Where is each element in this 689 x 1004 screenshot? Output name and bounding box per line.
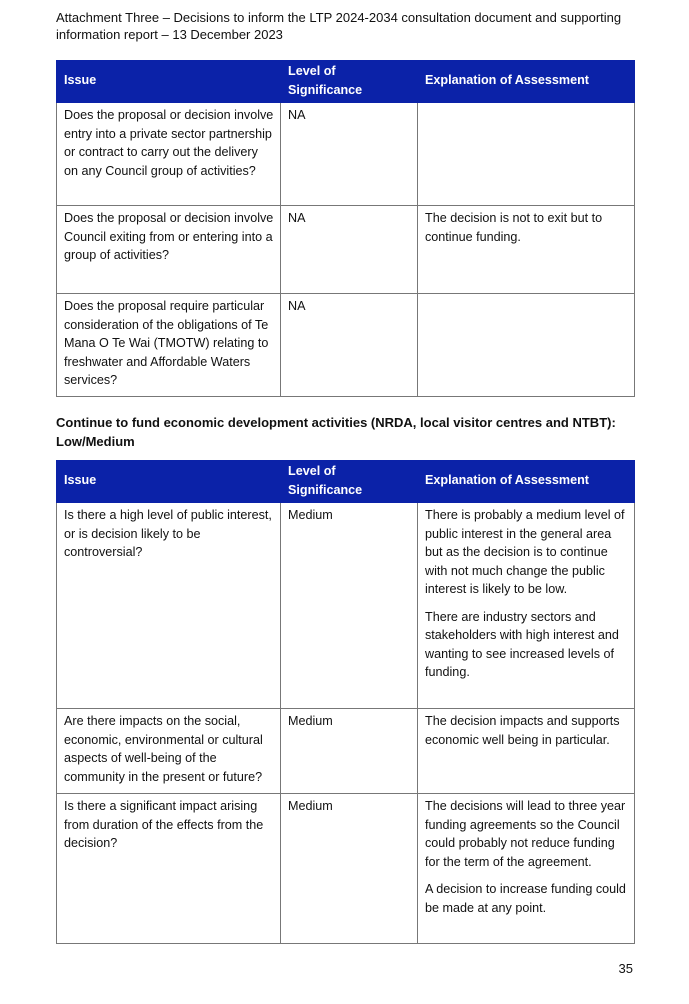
section-heading: Continue to fund economic development activities (NRDA, local visitor centres and NTBT): Low/Medium [56, 415, 616, 449]
level-cell: NA [281, 294, 418, 397]
level-cell: Medium [281, 503, 418, 709]
significance-table-2 [56, 460, 635, 944]
explanation-cell: The decision is not to exit but to continue funding. [418, 206, 635, 294]
issue-cell: Is there a significant impact arising from duration of the effects from the decision? [57, 794, 281, 944]
explanation-paragraph: A decision to increase funding could be made at any point. [425, 882, 626, 915]
column-header-explanation: Explanation of Assessment [418, 461, 635, 503]
table-row [57, 294, 635, 397]
column-header-level: Level of Significance [281, 61, 418, 103]
issue-cell: Does the proposal or decision involve Council exiting from or entering into a group of activities? [57, 206, 281, 294]
column-header-issue: Issue [57, 461, 281, 503]
table-row [57, 103, 635, 206]
level-cell: Medium [281, 794, 418, 944]
explanation-cell [418, 503, 635, 709]
document-header: Attachment Three – Decisions to inform the LTP 2024-2034 consultation document and supporting information report – 13 December 2023 [56, 10, 622, 42]
table-row [57, 794, 635, 944]
explanation-paragraph: The decisions will lead to three year funding agreements so the Council could probably not reduce funding for the term of the agreement. [425, 799, 626, 869]
column-header-level: Level of Significance [281, 461, 418, 503]
issue-cell: Is there a high level of public interest, or is decision likely to be controversial? [57, 503, 281, 709]
level-cell: Medium [281, 709, 418, 794]
explanation-paragraph: There is probably a medium level of public interest in the general area but as the decision is to continue with not much change the public interest is likely to be low. [425, 508, 625, 596]
issue-cell: Does the proposal require particular consideration of the obligations of Te Mana O Te Wai (TMOTW) relating to freshwater and Affordable Waters services? [57, 294, 281, 397]
page-number: 35 [618, 961, 633, 976]
table-header-row [57, 461, 635, 503]
explanation-paragraph: There are industry sectors and stakeholders with high interest and wanting to see increased levels of funding. [425, 609, 619, 679]
level-cell: NA [281, 103, 418, 206]
level-cell: NA [281, 206, 418, 294]
table-row [57, 206, 635, 294]
explanation-cell [418, 103, 635, 206]
explanation-cell [418, 709, 635, 794]
table-header-row [57, 61, 635, 103]
table-row [57, 503, 635, 709]
issue-cell: Are there impacts on the social, economic, environmental or cultural aspects of well-being of the community in the present or future? [57, 709, 281, 794]
table-row [57, 709, 635, 794]
significance-table-1 [56, 60, 635, 397]
explanation-cell [418, 794, 635, 944]
explanation-cell [418, 294, 635, 397]
column-header-issue: Issue [57, 61, 281, 103]
issue-cell: Does the proposal or decision involve entry into a private sector partnership or contract to carry out the delivery on any Council group of activities? [57, 103, 281, 206]
column-header-explanation: Explanation of Assessment [418, 61, 635, 103]
explanation-paragraph: The decision impacts and supports economic well being in particular. [425, 714, 620, 747]
